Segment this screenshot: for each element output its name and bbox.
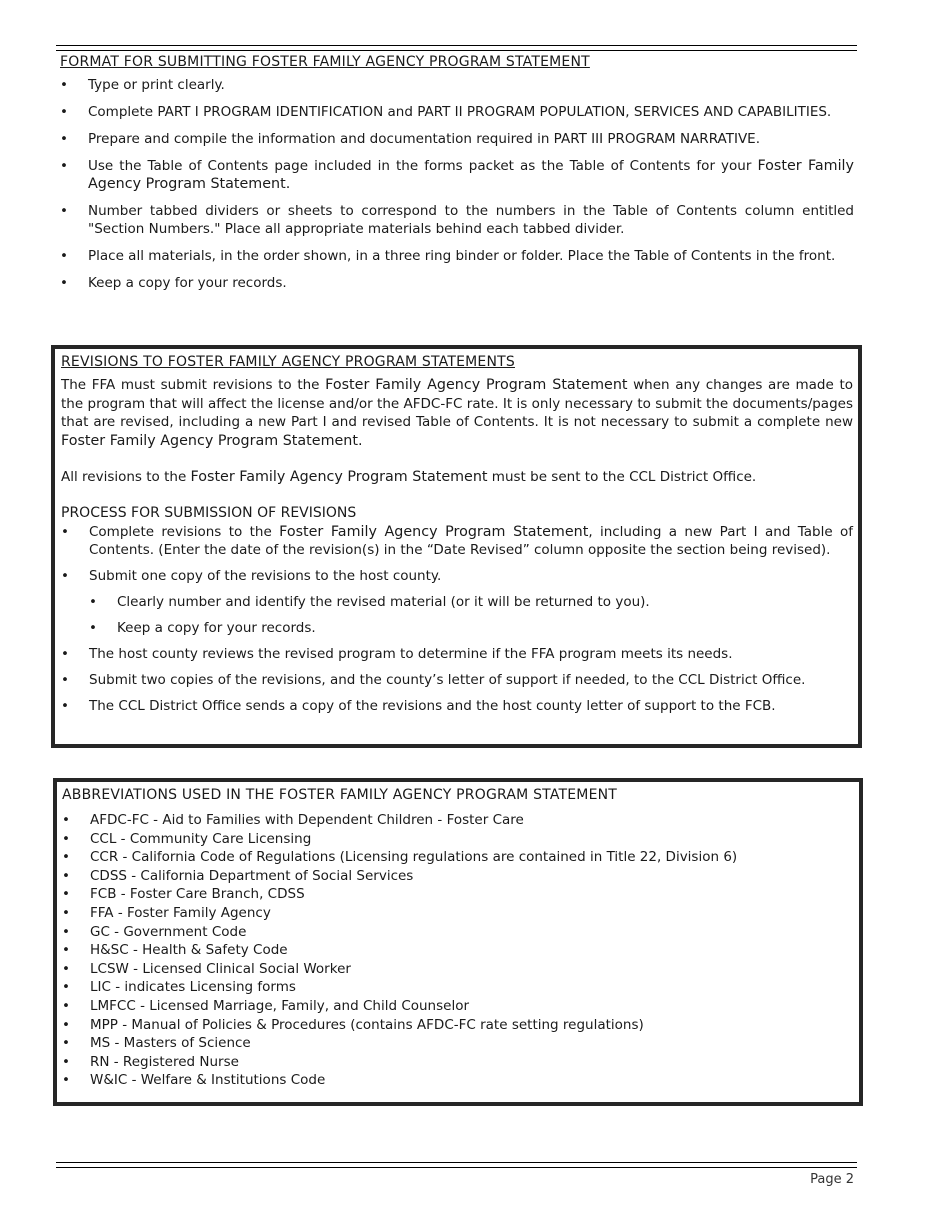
- page-number: Page 2: [810, 1172, 854, 1187]
- format-item: • Keep a copy for your records.: [60, 274, 854, 292]
- process-step: • The host county reviews the revised program to determine if the FFA program meets its needs.: [61, 645, 853, 663]
- abbreviation-item: • W&IC - Welfare & Institutions Code: [62, 1071, 854, 1090]
- process-step: • Complete revisions to the Foster Family Agency Program Statement, including a new Part I and Table of Contents. (Enter the date of the revision(s) in the “Date Revised” column opposite the section being revised).: [61, 523, 853, 559]
- abbreviation-item: • CDSS - California Department of Social Services: [62, 867, 854, 886]
- abbreviations-list: [62, 811, 854, 1090]
- process-substep: • Clearly number and identify the revised material (or it will be returned to you).: [61, 593, 853, 611]
- process-step: • Submit one copy of the revisions to the host county.: [61, 567, 853, 585]
- revisions-paragraph: The FFA must submit revisions to the Foster Family Agency Program Statement when any changes are made to the program that will affect the license and/or the AFDC-FC rate. It is only necessary to submit the documents/pages that are revised, including a new Part I and revised Table of Contents. It is not necessary to submit a complete new Foster Family Agency Program Statement.: [61, 377, 854, 449]
- process-step: • Submit two copies of the revisions, and the county’s letter of support if needed, to the CCL District Office.: [61, 671, 853, 689]
- format-item: • Place all materials, in the order shown, in a three ring binder or folder. Place the Table of Contents in the front.: [60, 247, 854, 265]
- top-double-rule: [56, 45, 857, 51]
- abbreviations-title: ABBREVIATIONS USED IN THE FOSTER FAMILY AGENCY PROGRAM STATEMENT: [62, 787, 618, 803]
- abbreviation-item: • LMFCC - Licensed Marriage, Family, and Child Counselor: [62, 997, 854, 1016]
- abbreviation-item: • H&SC - Health & Safety Code: [62, 941, 854, 960]
- revisions-district-note: All revisions to the Foster Family Agency Program Statement must be sent to the CCL District Office.: [61, 469, 757, 485]
- abbreviation-item: • LIC - indicates Licensing forms: [62, 978, 854, 997]
- bottom-double-rule: [56, 1162, 857, 1168]
- format-item: • Complete PART I PROGRAM IDENTIFICATION and PART II PROGRAM POPULATION, SERVICES AND CAPABILITIES.: [60, 103, 854, 121]
- format-item: • Number tabbed dividers or sheets to correspond to the numbers in the Table of Contents column entitled "Section Numbers." Place all appropriate materials behind each tabbed divider.: [60, 202, 854, 238]
- abbreviation-item: • CCR - California Code of Regulations (Licensing regulations are contained in Title 22, Division 6): [62, 848, 854, 867]
- abbreviation-item: • RN - Registered Nurse: [62, 1053, 854, 1072]
- revisions-title: REVISIONS TO FOSTER FAMILY AGENCY PROGRAM STATEMENTS: [61, 354, 515, 370]
- process-substep: • Keep a copy for your records.: [61, 619, 853, 637]
- process-sublist: [61, 593, 853, 637]
- abbreviation-item: • GC - Government Code: [62, 923, 854, 942]
- process-list-cont: [61, 645, 853, 715]
- process-step: • The CCL District Office sends a copy of the revisions and the host county letter of support to the FCB.: [61, 697, 853, 715]
- abbreviation-item: • MS - Masters of Science: [62, 1034, 854, 1053]
- format-list: [60, 76, 854, 292]
- abbreviation-item: • AFDC-FC - Aid to Families with Dependent Children - Foster Care: [62, 811, 854, 830]
- format-title: FORMAT FOR SUBMITTING FOSTER FAMILY AGENCY PROGRAM STATEMENT: [60, 54, 590, 70]
- revisions-box: [51, 345, 862, 748]
- format-item: • Type or print clearly.: [60, 76, 854, 94]
- abbreviation-item: • CCL - Community Care Licensing: [62, 830, 854, 849]
- abbreviation-item: • MPP - Manual of Policies & Procedures (contains AFDC-FC rate setting regulations): [62, 1016, 854, 1035]
- abbreviation-item: • FFA - Foster Family Agency: [62, 904, 854, 923]
- format-section: [60, 54, 854, 301]
- process-title: PROCESS FOR SUBMISSION OF REVISIONS: [61, 504, 357, 521]
- process-list: [61, 523, 853, 585]
- abbreviation-item: • LCSW - Licensed Clinical Social Worker: [62, 960, 854, 979]
- abbreviation-item: • FCB - Foster Care Branch, CDSS: [62, 885, 854, 904]
- abbreviations-box: [53, 778, 863, 1106]
- format-item: • Use the Table of Contents page included in the forms packet as the Table of Contents for your Foster Family Agency Program Statement.: [60, 157, 854, 193]
- format-item: • Prepare and compile the information and documentation required in PART III PROGRAM NARRATIVE.: [60, 130, 854, 148]
